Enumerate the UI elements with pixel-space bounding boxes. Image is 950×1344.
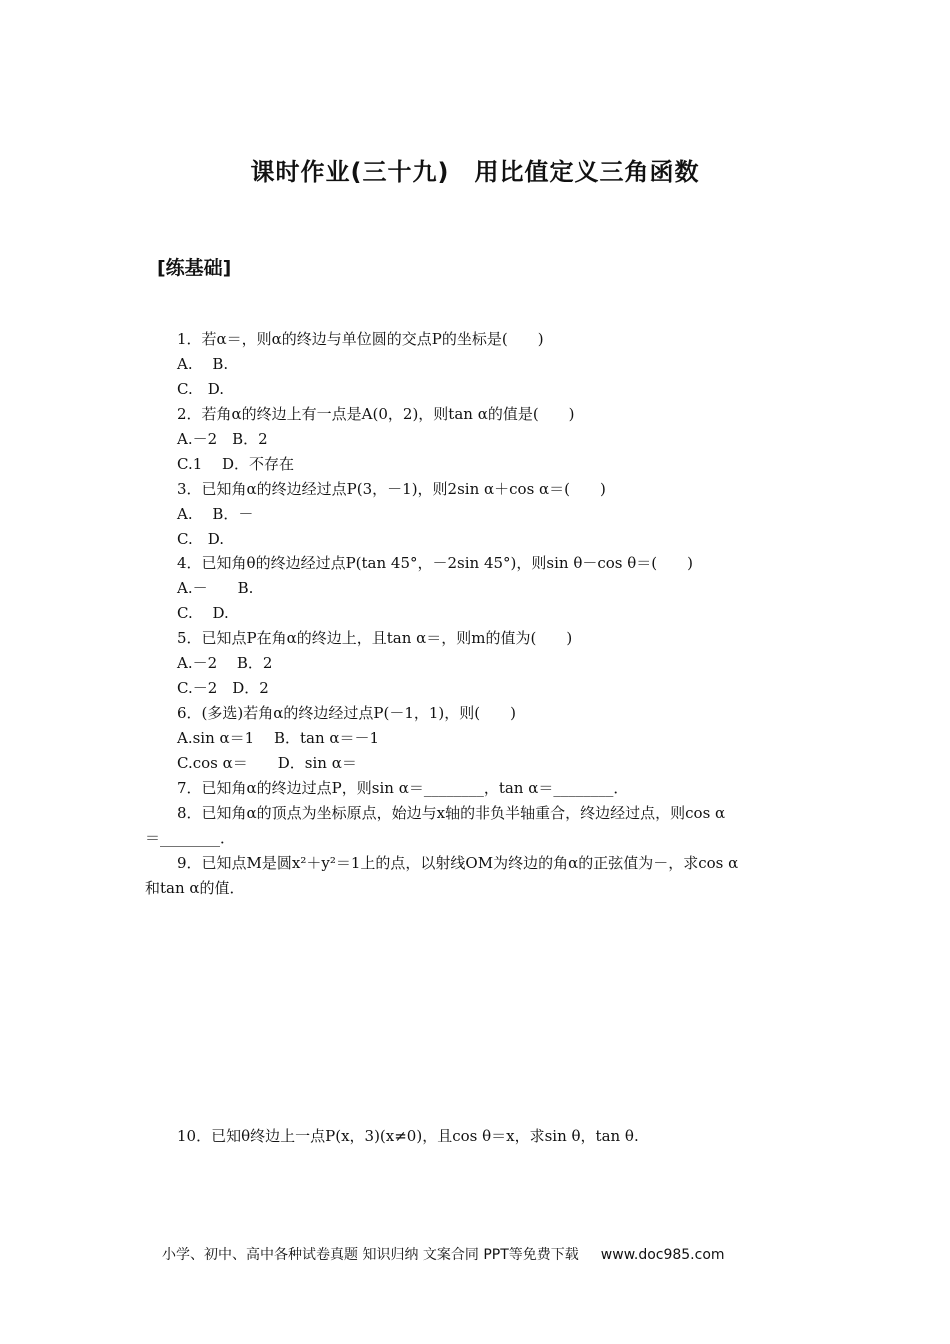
- question-1: 1．若α＝，则α的终边与单位圆的交点P的坐标是( ): [177, 330, 544, 348]
- footer-text: 小学、初中、高中各种试卷真题 知识归纳 文案合同 PPT等免费下载: [162, 1247, 579, 1263]
- q5-options-cd: C.－2 D．2: [177, 679, 269, 697]
- q3-options-ab: A. B．－: [177, 505, 254, 523]
- question-9-continued: 和tan α的值．: [145, 879, 245, 897]
- footer: [162, 1244, 725, 1264]
- q4-options-ab: A.－ B.: [177, 579, 254, 597]
- q6-options-ab: A.sin α＝1 B．tan α＝－1: [177, 729, 380, 747]
- question-9: 9．已知点M是圆x²＋y²＝1上的点，以射线OM为终边的角α的正弦值为－，求cos α: [177, 854, 739, 872]
- question-4: 4．已知角θ的终边经过点P(tan 45°，－2sin 45°)，则sin θ－cos θ＝( ): [177, 554, 694, 572]
- page-title: 课时作业(三十九) 用比值定义三角函数: [250, 158, 700, 186]
- question-8: 8．已知角α的顶点为坐标原点，始边与x轴的非负半轴重合，终边经过点，则cos α: [177, 804, 726, 822]
- q5-options-ab: A.－2 B．2: [177, 654, 273, 672]
- q1-options-ab: A. B.: [177, 355, 229, 373]
- question-10: 10．已知θ终边上一点P(x，3)(x≠0)，且cos θ＝x，求sin θ，tan θ.: [177, 1127, 639, 1145]
- q6-options-cd: C.cos α＝ D．sin α＝: [177, 754, 357, 772]
- section-heading: [练基础]: [157, 257, 232, 279]
- question-6: 6．(多选)若角α的终边经过点P(－1，1)，则( ): [177, 704, 516, 722]
- question-5: 5．已知点P在角α的终边上，且tan α＝，则m的值为( ): [177, 629, 573, 647]
- question-3: 3．已知角α的终边经过点P(3，－1)，则2sin α＋cos α＝( ): [177, 480, 606, 498]
- q3-options-cd: C. D.: [177, 530, 224, 548]
- q4-options-cd: C. D.: [177, 604, 229, 622]
- q2-options-cd: C.1 D．不存在: [177, 455, 295, 473]
- q2-options-ab: A.－2 B．2: [177, 430, 268, 448]
- footer-url[interactable]: www.doc985.com: [600, 1247, 725, 1263]
- question-2: 2．若角α的终边上有一点是A(0，2)，则tan α的值是( ): [177, 405, 575, 423]
- q1-options-cd: C. D.: [177, 380, 224, 398]
- question-8-continued: ＝________．: [145, 829, 236, 847]
- question-7: 7．已知角α的终边过点P，则sin α＝________，tan α＝________．: [177, 779, 629, 797]
